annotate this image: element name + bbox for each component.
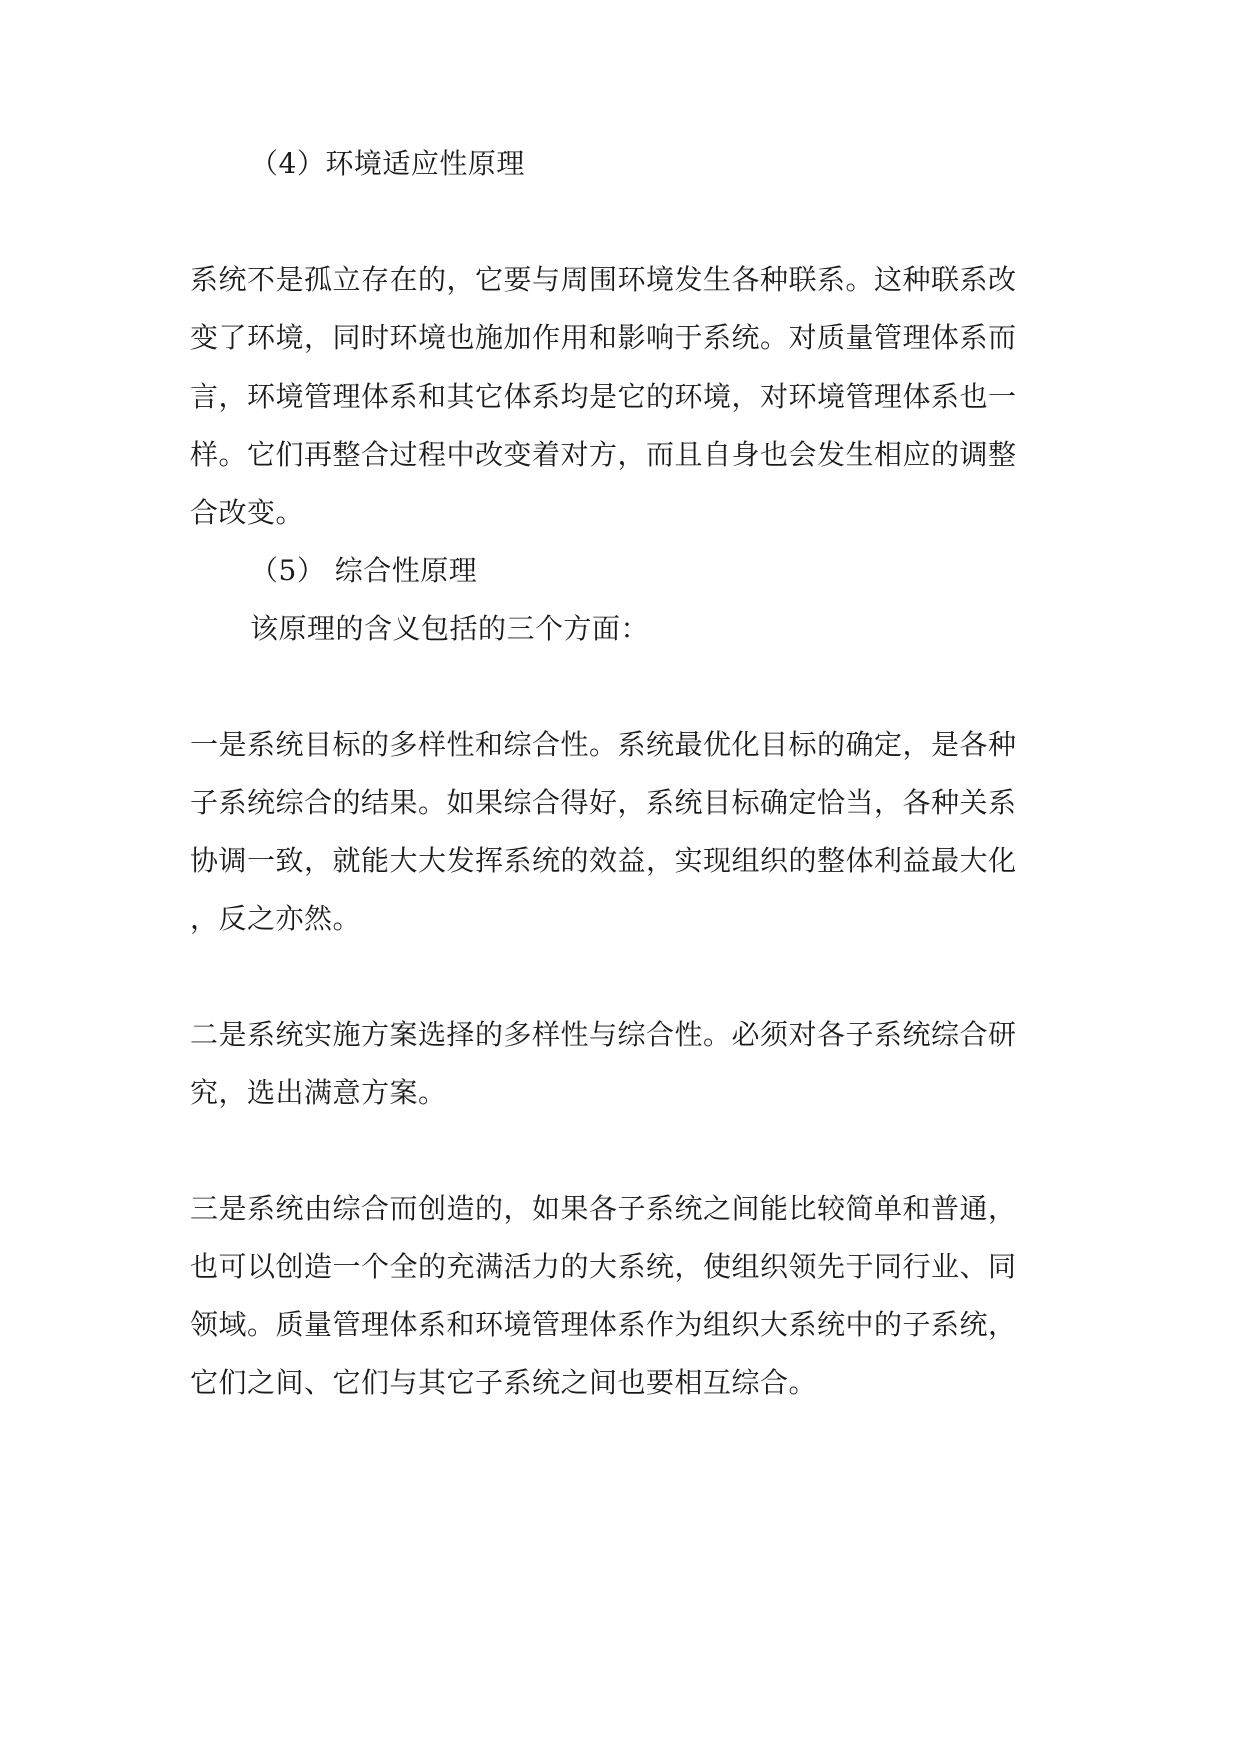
section-heading-4: （4）环境适应性原理 (250, 147, 525, 180)
paragraph-line: 言，环境管理体系和其它体系均是它的环境，对环境管理体系也一 (190, 380, 1017, 413)
paragraph-line: 三是系统由综合而创造的，如果各子系统之间能比较简单和普通， (190, 1192, 1017, 1225)
paragraph-line: 也可以创造一个全的充满活力的大系统，使组织领先于同行业、同 (190, 1250, 1017, 1283)
intro-line: 该原理的含义包括的三个方面： (250, 612, 650, 645)
paragraph-line: 子系统综合的结果。如果综合得好，系统目标确定恰当，各种关系 (190, 786, 1017, 819)
paragraph-line: 二是系统实施方案选择的多样性与综合性。必须对各子系统综合研 (190, 1018, 1017, 1051)
paragraph-line: 究，选出满意方案。 (190, 1076, 447, 1109)
paragraph-line: 协调一致，就能大大发挥系统的效益，实现组织的整体利益最大化 (190, 844, 1017, 877)
paragraph-line: 领域。质量管理体系和环境管理体系作为组织大系统中的子系统， (190, 1308, 1017, 1341)
paragraph-line: 系统不是孤立存在的，它要与周围环境发生各种联系。这种联系改 (190, 263, 1017, 296)
paragraph-line: 它们之间、它们与其它子系统之间也要相互综合。 (190, 1366, 818, 1399)
paragraph-line: 样。它们再整合过程中改变着对方，而且自身也会发生相应的调整 (190, 438, 1017, 471)
paragraph-line: 合改变。 (190, 496, 305, 529)
paragraph-line: 变了环境，同时环境也施加作用和影响于系统。对质量管理体系而 (190, 321, 1017, 354)
paragraph-line: ，反之亦然。 (190, 902, 362, 935)
section-heading-5: （5） 综合性原理 (250, 554, 478, 587)
paragraph-line: 一是系统目标的多样性和综合性。系统最优化目标的确定，是各种 (190, 728, 1017, 761)
